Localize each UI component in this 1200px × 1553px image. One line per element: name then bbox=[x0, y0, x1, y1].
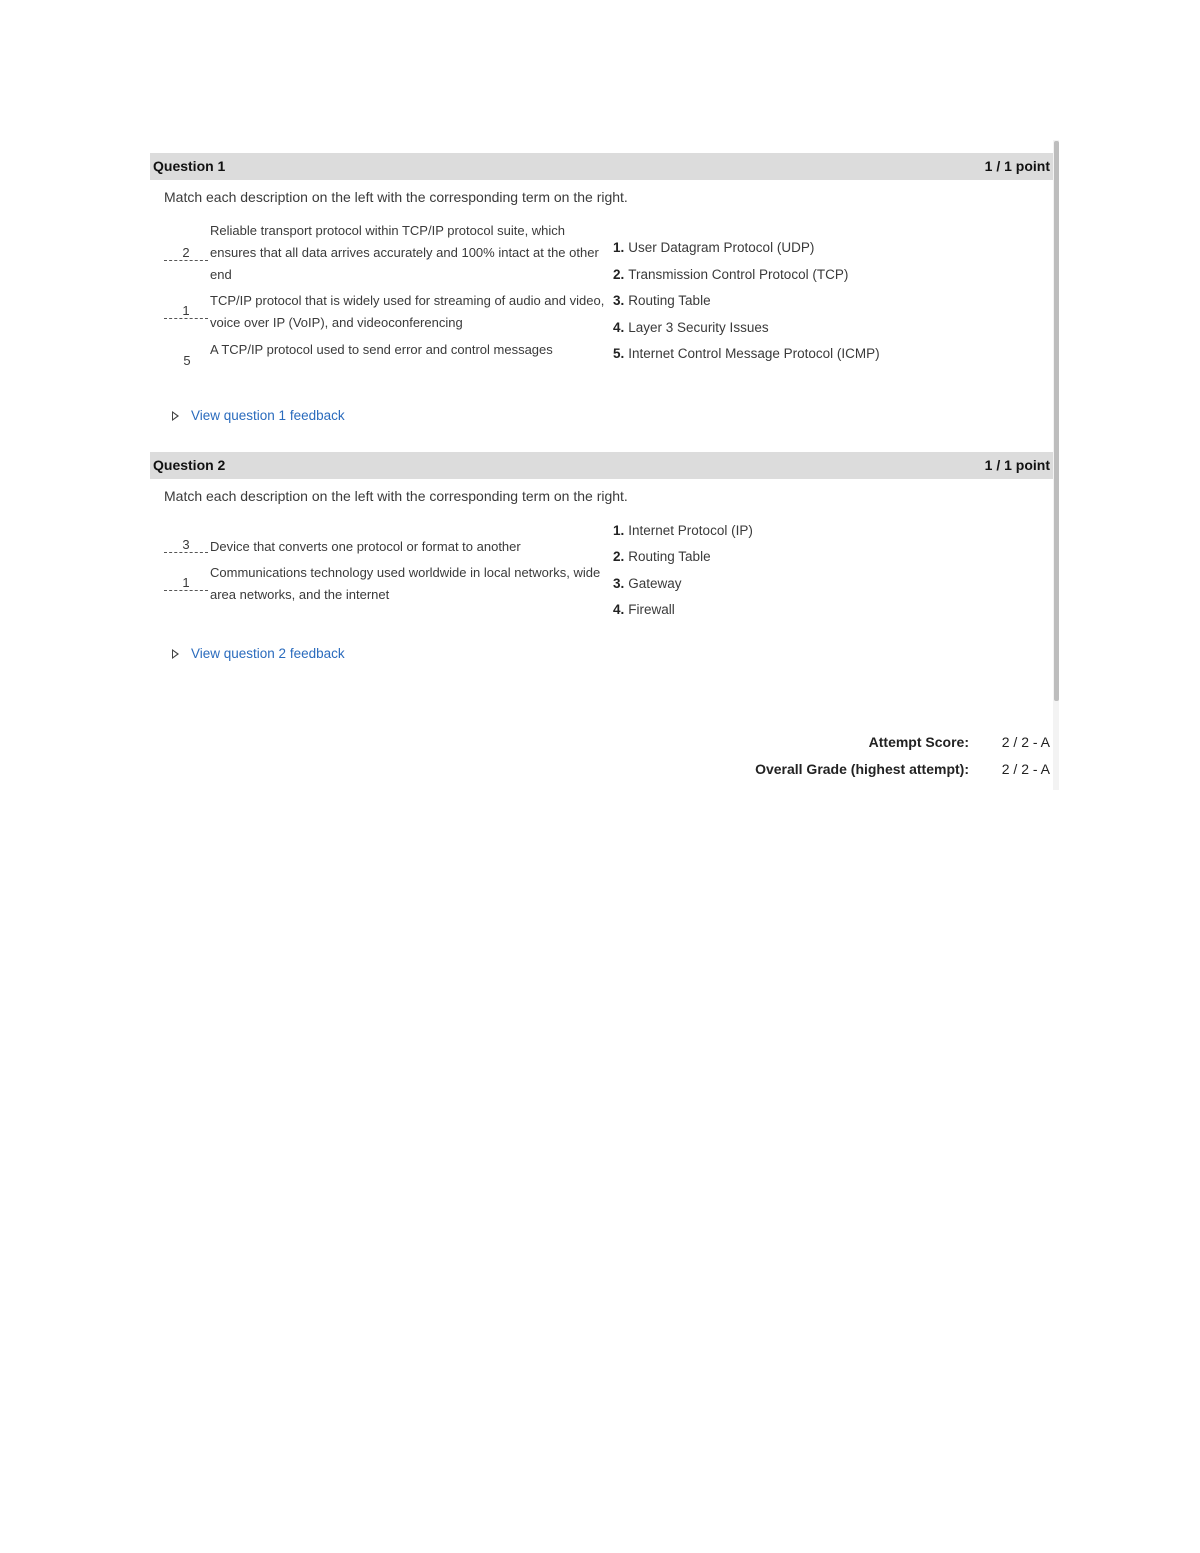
triangle-right-icon bbox=[172, 649, 179, 659]
term-number: 4. bbox=[613, 320, 625, 335]
match-row bbox=[164, 339, 604, 383]
term-item bbox=[613, 602, 675, 617]
term-number: 5. bbox=[613, 346, 625, 361]
term-label: Routing Table bbox=[628, 549, 711, 564]
scrollbar-thumb[interactable] bbox=[1054, 141, 1059, 701]
match-row bbox=[164, 536, 604, 558]
term-label: User Datagram Protocol (UDP) bbox=[628, 240, 815, 255]
term-label: Layer 3 Security Issues bbox=[628, 320, 769, 335]
term-item bbox=[613, 549, 711, 564]
term-label: Internet Control Message Protocol (ICMP) bbox=[628, 346, 880, 361]
term-number: 4. bbox=[613, 602, 625, 617]
question-title: Question 2 bbox=[153, 457, 226, 473]
term-item bbox=[613, 267, 848, 282]
attempt-score-label: Attempt Score: bbox=[868, 734, 969, 750]
match-row bbox=[164, 562, 604, 606]
term-label: Gateway bbox=[628, 576, 682, 591]
term-item bbox=[613, 523, 753, 538]
match-answer: 1 bbox=[164, 304, 208, 319]
term-label: Firewall bbox=[628, 602, 675, 617]
term-label: Internet Protocol (IP) bbox=[628, 523, 753, 538]
attempt-score-row bbox=[150, 734, 1053, 754]
question-points: 1 / 1 point bbox=[984, 158, 1050, 174]
term-label: Transmission Control Protocol (TCP) bbox=[628, 267, 849, 282]
match-row bbox=[164, 220, 604, 286]
view-feedback-link[interactable] bbox=[172, 646, 345, 661]
question-1-header bbox=[150, 153, 1053, 180]
question-instruction: Match each description on the left with the corresponding term on the right. bbox=[164, 189, 628, 205]
triangle-right-icon bbox=[172, 411, 179, 421]
term-item bbox=[613, 346, 880, 361]
term-item bbox=[613, 293, 711, 308]
term-item bbox=[613, 240, 814, 255]
term-number: 2. bbox=[613, 549, 625, 564]
match-answer: 1 bbox=[164, 576, 208, 591]
attempt-score-value: 2 / 2 - A bbox=[1001, 734, 1050, 750]
match-description: Communications technology used worldwide in local networks, wide area networks, and the internet bbox=[210, 565, 601, 602]
match-description: A TCP/IP protocol used to send error and control messages bbox=[210, 342, 553, 357]
question-instruction: Match each description on the left with the corresponding term on the right. bbox=[164, 488, 628, 504]
match-description: Reliable transport protocol within TCP/IP protocol suite, which ensures that all data arrives accurately and 100% intact at the other end bbox=[210, 223, 599, 282]
question-2-header bbox=[150, 452, 1053, 479]
overall-grade-label: Overall Grade (highest attempt): bbox=[755, 761, 969, 777]
term-number: 3. bbox=[613, 293, 625, 308]
match-answer: 5 bbox=[183, 353, 191, 368]
match-answer: 2 bbox=[164, 246, 208, 261]
term-number: 1. bbox=[613, 240, 625, 255]
view-feedback-link[interactable] bbox=[172, 408, 345, 423]
view-feedback-label[interactable]: View question 1 feedback bbox=[191, 408, 345, 423]
question-title: Question 1 bbox=[153, 158, 226, 174]
overall-grade-row bbox=[150, 761, 1053, 781]
term-number: 2. bbox=[613, 267, 625, 282]
match-row bbox=[164, 290, 604, 334]
view-feedback-label[interactable]: View question 2 feedback bbox=[191, 646, 345, 661]
match-description: Device that converts one protocol or format to another bbox=[210, 539, 521, 554]
quiz-results bbox=[150, 140, 1053, 790]
term-label: Routing Table bbox=[628, 293, 711, 308]
match-description: TCP/IP protocol that is widely used for streaming of audio and video, voice over IP (VoIP), and videoconferencing bbox=[210, 293, 605, 330]
overall-grade-value: 2 / 2 - A bbox=[1001, 761, 1050, 777]
term-item bbox=[613, 320, 769, 335]
question-points: 1 / 1 point bbox=[984, 457, 1050, 473]
term-number: 3. bbox=[613, 576, 625, 591]
match-answer: 3 bbox=[164, 538, 208, 553]
term-item bbox=[613, 576, 682, 591]
term-number: 1. bbox=[613, 523, 625, 538]
